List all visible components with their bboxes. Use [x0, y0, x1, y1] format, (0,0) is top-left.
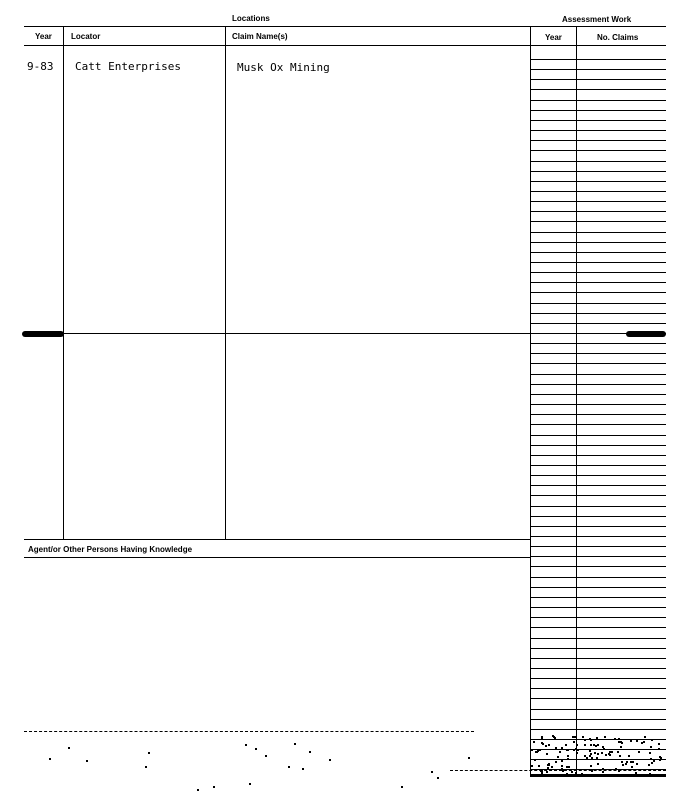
aw-row-rule	[530, 374, 666, 375]
scan-speckle	[568, 766, 570, 768]
aw-row-rule	[530, 495, 666, 496]
scan-speckle	[547, 767, 549, 769]
aw-row-rule	[530, 709, 666, 710]
scan-speckle	[659, 759, 661, 761]
scan-speckle	[618, 741, 620, 743]
scan-speckle	[565, 744, 567, 746]
aw-row-rule	[530, 455, 666, 456]
scan-speckle	[654, 769, 656, 771]
scan-speckle	[555, 747, 557, 749]
aw-row-rule	[530, 627, 666, 628]
scan-speckle	[597, 744, 599, 746]
scan-speckle	[561, 760, 563, 762]
aw-row-rule	[530, 688, 666, 689]
scan-speckle	[659, 756, 661, 758]
aw-row-rule	[530, 536, 666, 537]
scan-speckle	[617, 751, 619, 753]
locations-heading: Locations	[232, 14, 270, 23]
scan-speckle	[602, 768, 604, 770]
agent-label: Agent/or Other Persons Having Knowledge	[28, 545, 193, 554]
aw-row-rule	[530, 303, 666, 304]
scan-speckle	[628, 755, 630, 757]
aw-row-rule	[530, 658, 666, 659]
scan-speckle	[651, 762, 653, 764]
scan-speckle	[596, 737, 598, 739]
scan-speckle	[658, 748, 660, 750]
aw-row-rule	[530, 435, 666, 436]
scan-speckle	[584, 744, 586, 746]
aw-row-rule	[530, 161, 666, 162]
scan-speckle	[603, 748, 605, 750]
aw-row-rule	[530, 719, 666, 720]
scan-speckle	[581, 773, 583, 775]
scan-speckle	[329, 759, 331, 761]
scan-speckle	[540, 770, 542, 772]
aw-row-rule	[530, 201, 666, 202]
scan-speckle	[541, 772, 543, 774]
scan-speckle	[636, 763, 638, 765]
aw-row-rule	[530, 566, 666, 567]
scan-speckle	[545, 745, 547, 747]
scan-speckle	[656, 774, 658, 776]
scan-speckle	[294, 743, 296, 745]
aw-row-rule	[530, 506, 666, 507]
entry-claim-name: Musk Ox Mining	[237, 61, 330, 74]
scan-speckle	[589, 750, 591, 752]
aw-row-rule	[530, 343, 666, 344]
scan-speckle	[437, 777, 439, 779]
col-header-no-claims: No. Claims	[597, 33, 639, 42]
scan-speckle	[576, 744, 578, 746]
scan-speckle	[590, 765, 592, 767]
aw-row-rule	[530, 617, 666, 618]
scan-speckle	[541, 738, 543, 740]
scan-speckle	[561, 747, 563, 749]
aw-row-rule	[530, 648, 666, 649]
aw-row-rule	[530, 404, 666, 405]
scan-speckle	[645, 774, 647, 776]
scan-speckle	[213, 786, 215, 788]
scan-speckle	[148, 752, 150, 754]
scan-speckle	[643, 741, 645, 743]
scan-speckle	[537, 750, 539, 752]
scan-speckle	[573, 741, 575, 743]
aw-row-rule	[530, 577, 666, 578]
header-top-rule	[24, 26, 666, 27]
scan-speckle	[653, 760, 655, 762]
aw-row-rule	[530, 353, 666, 354]
scan-speckle	[566, 766, 568, 768]
scan-speckle	[309, 751, 311, 753]
aw-row-rule	[530, 445, 666, 446]
scan-speckle	[636, 740, 638, 742]
scan-speckle	[582, 736, 584, 738]
aw-row-rule	[530, 59, 666, 60]
aw-row-rule	[530, 110, 666, 111]
scan-speckle	[619, 755, 621, 757]
scan-speckle	[542, 743, 544, 745]
scan-speckle	[555, 761, 557, 763]
scan-speckle	[615, 768, 617, 770]
assessment-work-heading: Assessment Work	[562, 15, 632, 24]
scan-speckle	[593, 775, 595, 777]
scan-speckle	[288, 766, 290, 768]
scan-speckle	[574, 736, 576, 738]
scan-speckle	[589, 738, 591, 740]
aw-row-rule	[530, 130, 666, 131]
aw-row-rule	[530, 394, 666, 395]
scan-speckle	[649, 773, 651, 775]
scan-speckle	[567, 755, 569, 757]
entry-locator: Catt Enterprises	[75, 60, 181, 73]
scan-speckle	[597, 763, 599, 765]
col-divider-year	[63, 27, 64, 539]
scan-speckle	[265, 755, 267, 757]
scan-speckle	[538, 765, 540, 767]
scan-speckle	[603, 775, 605, 777]
col-header-year: Year	[35, 32, 52, 41]
aw-row-rule	[530, 556, 666, 557]
aw-row-rule	[530, 729, 666, 730]
aw-row-rule	[530, 587, 666, 588]
aw-row-rule	[530, 272, 666, 273]
scan-speckle	[630, 740, 632, 742]
scan-speckle	[625, 763, 627, 765]
aw-row-rule	[530, 638, 666, 639]
scan-speckle	[635, 772, 637, 774]
aw-row-rule	[530, 191, 666, 192]
scan-dashed-rule-2	[450, 770, 666, 771]
scan-speckle	[602, 746, 604, 748]
scan-dashed-rule-1	[24, 731, 474, 732]
scan-speckle	[561, 765, 563, 767]
scan-speckle	[552, 735, 554, 737]
scan-speckle	[658, 743, 660, 745]
aw-row-rule	[530, 424, 666, 425]
scan-speckle	[546, 771, 548, 773]
scan-speckle	[644, 736, 646, 738]
aw-row-rule	[530, 465, 666, 466]
aw-row-rule	[530, 475, 666, 476]
scan-speckle	[601, 752, 603, 754]
aw-row-rule	[530, 181, 666, 182]
scan-speckle	[618, 770, 620, 772]
scan-speckle	[567, 758, 569, 760]
scan-speckle	[49, 758, 51, 760]
scan-speckle	[249, 783, 251, 785]
scan-speckle	[531, 765, 533, 767]
scan-speckle	[145, 766, 147, 768]
scan-speckle	[533, 741, 535, 743]
scan-speckle	[622, 764, 624, 766]
scan-speckle	[604, 736, 606, 738]
scan-speckle	[618, 738, 620, 740]
scan-speckle	[621, 761, 623, 763]
scan-speckle	[584, 739, 586, 741]
scan-speckle	[591, 770, 593, 772]
aw-row-rule	[530, 414, 666, 415]
locations-bottom-rule	[24, 539, 530, 540]
aw-row-rule	[530, 739, 666, 740]
scan-speckle	[602, 771, 604, 773]
scan-speckle	[534, 759, 536, 761]
scan-speckle	[609, 754, 611, 756]
scan-speckle	[590, 753, 592, 755]
scan-mark-left	[22, 331, 64, 337]
scan-speckle	[68, 747, 70, 749]
aw-row-rule	[530, 79, 666, 80]
scan-speckle	[468, 757, 470, 759]
scan-speckle	[651, 739, 653, 741]
aw-row-rule	[530, 282, 666, 283]
aw-row-rule	[530, 252, 666, 253]
aw-row-rule	[530, 678, 666, 679]
aw-row-rule	[530, 384, 666, 385]
aw-row-rule	[530, 120, 666, 121]
scan-speckle	[609, 774, 611, 776]
col-header-claim-names: Claim Name(s)	[232, 32, 288, 41]
aw-row-rule	[530, 597, 666, 598]
scan-speckle	[548, 763, 550, 765]
scan-speckle	[197, 789, 199, 791]
scan-speckle	[605, 754, 607, 756]
scan-speckle	[302, 768, 304, 770]
scan-speckle	[594, 752, 596, 754]
scan-speckle	[650, 746, 652, 748]
aw-row-rule	[530, 323, 666, 324]
scan-speckle	[638, 751, 640, 753]
scan-speckle	[567, 749, 569, 751]
scan-speckle	[576, 752, 578, 754]
scan-speckle	[610, 751, 612, 753]
aw-row-rule	[530, 221, 666, 222]
scan-speckle	[548, 744, 550, 746]
scan-speckle	[577, 749, 579, 751]
aw-row-rule	[530, 526, 666, 527]
aw-row-rule	[530, 262, 666, 263]
col-header-aw-year: Year	[545, 33, 562, 42]
scan-speckle	[650, 758, 652, 760]
scan-speckle	[562, 770, 564, 772]
scan-speckle	[632, 761, 634, 763]
aw-row-rule	[530, 69, 666, 70]
scan-speckle	[614, 738, 616, 740]
scan-speckle	[641, 742, 643, 744]
aw-row-rule	[530, 171, 666, 172]
col-header-locator: Locator	[71, 32, 101, 41]
scan-speckle	[620, 746, 622, 748]
scan-speckle	[542, 775, 544, 777]
entry-year: 9-83	[27, 60, 54, 73]
scan-speckle	[596, 757, 598, 759]
scan-speckle	[531, 749, 533, 751]
scan-speckle	[551, 766, 553, 768]
scan-speckle	[649, 752, 651, 754]
scan-speckle	[553, 774, 555, 776]
scan-speckle	[559, 751, 561, 753]
scan-speckle	[431, 771, 433, 773]
scan-speckle	[546, 753, 548, 755]
header-bottom-rule	[24, 45, 666, 46]
aw-row-rule	[530, 313, 666, 314]
aw-row-rule	[530, 333, 666, 334]
aw-row-rule	[530, 211, 666, 212]
scan-speckle	[575, 772, 577, 774]
scan-speckle	[245, 744, 247, 746]
scan-speckle	[255, 748, 257, 750]
scan-speckle	[539, 749, 541, 751]
scan-speckle	[590, 744, 592, 746]
scan-speckle	[631, 766, 633, 768]
scan-speckle	[597, 753, 599, 755]
aw-row-rule	[530, 749, 666, 750]
scan-speckle	[557, 756, 559, 758]
scan-speckle	[401, 786, 403, 788]
scan-speckle	[626, 761, 628, 763]
scan-speckle	[566, 773, 568, 775]
aw-row-rule	[530, 100, 666, 101]
aw-row-rule	[530, 485, 666, 486]
aw-row-rule	[530, 363, 666, 364]
scan-speckle	[630, 761, 632, 763]
scan-speckle	[648, 764, 650, 766]
aw-row-rule	[530, 89, 666, 90]
aw-row-rule	[530, 607, 666, 608]
aw-row-rule	[530, 242, 666, 243]
aw-row-rule	[530, 150, 666, 151]
scan-speckle	[586, 757, 588, 759]
scan-speckle	[595, 745, 597, 747]
aw-row-rule	[530, 759, 666, 760]
aw-row-rule	[530, 292, 666, 293]
aw-row-rule	[530, 140, 666, 141]
scan-speckle	[561, 768, 563, 770]
aw-row-rule	[530, 546, 666, 547]
col-divider-locator	[225, 27, 226, 539]
aw-row-rule	[530, 232, 666, 233]
scan-speckle	[575, 748, 577, 750]
aw-row-rule	[530, 668, 666, 669]
scan-speckle	[535, 751, 537, 753]
scan-speckle	[86, 760, 88, 762]
agent-label-rule	[24, 557, 530, 558]
scan-speckle	[621, 742, 623, 744]
scan-speckle	[571, 771, 573, 773]
scan-speckle	[584, 755, 586, 757]
aw-row-rule	[530, 698, 666, 699]
aw-row-rule	[530, 516, 666, 517]
scan-mark-right	[626, 331, 666, 337]
scan-speckle	[591, 757, 593, 759]
